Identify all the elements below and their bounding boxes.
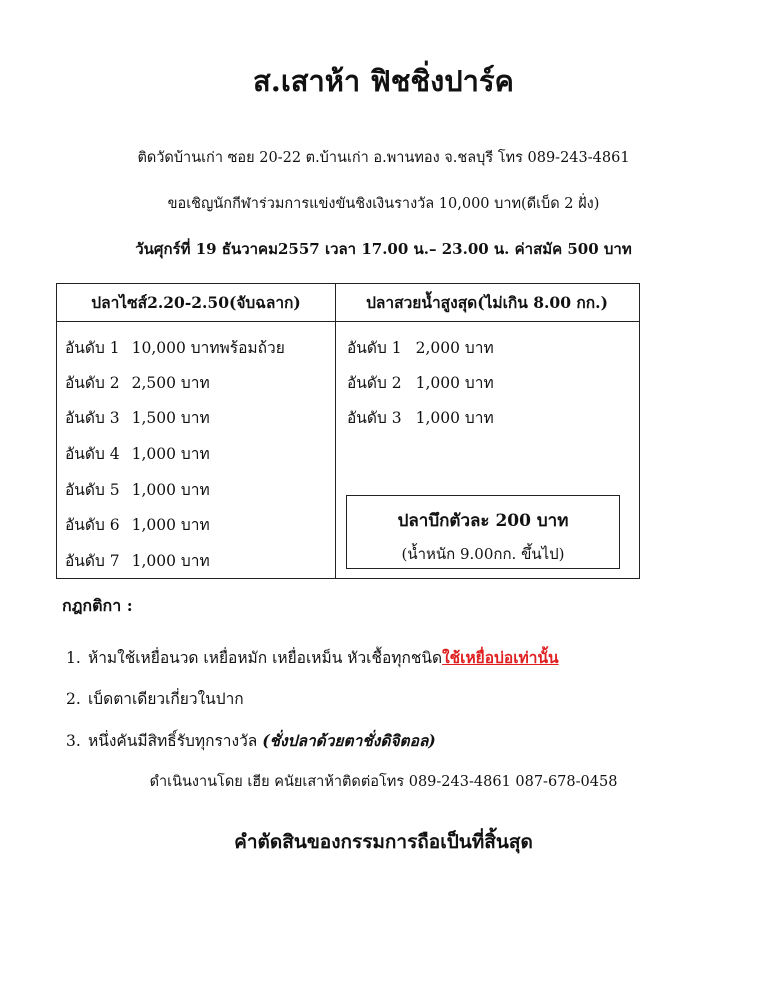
rule-item: 3. หนึ่งคันมีสิทธิ์รับทุกรางวัล (ชั่งปลาด้วยตาชั่งดิจิตอล) [66,731,436,750]
rule-item: 2. เบ็ดตาเดียวเกี่ยวในปาก [66,690,244,708]
invite-line: ขอเชิญนักกีฬาร่วมการแข่งขันชิงเงินรางวัล 10,000 บาท(ดีเบ็ด 2 ฝั่ง) [167,196,600,212]
beauty-rank-row: อันดับ 2 1,000 บาท [347,374,494,392]
size-rank-row: อันดับ 4 1,000 บาท [65,445,210,463]
size-prize-header: ปลาไซส์2.20-2.50(จับฉลาก) [91,293,301,312]
beauty-rank-row: อันดับ 3 1,000 บาท [347,409,494,427]
bonus-prize-box [346,495,620,569]
prize-table [56,283,640,579]
size-rank-row: อันดับ 5 1,000 บาท [65,481,210,499]
rule-highlight: ใช้เหยื่อบ่อเท่านั้น [442,648,559,667]
size-rank-row: อันดับ 3 1,500 บาท [65,409,210,427]
size-rank-row: อันดับ 1 10,000 บาทพร้อมถ้วย [65,339,285,357]
table-divider-horizontal [57,321,639,322]
beauty-rank-row: อันดับ 1 2,000 บาท [347,339,494,357]
size-rank-row: อันดับ 6 1,000 บาท [65,516,210,534]
schedule-line: วันศุกร์ที่ 19 ธันวาคม2557 เวลา 17.00 น.– 23.00 น. ค่าสมัค 500 บาท [135,240,632,258]
rule-item: 1. ห้ามใช้เหยื่อนวด เหยื่อหมัก เหยื่อเหม็น หัวเชื้อทุกชนิดใช้เหยื่อบ่อเท่านั้น [66,648,559,667]
rules-heading: กฎกติกา : [62,596,133,615]
table-divider-vertical [335,284,336,578]
contact-line: ดำเนินงานโดย เฮีย คนัยเสาห้าติดต่อโทร 089-243-4861 087-678-0458 [149,774,618,790]
final-statement: คำตัดสินของกรรมการถือเป็นที่สิ้นสุด [234,831,533,853]
beauty-prize-header: ปลาสวยน้ำสูงสุด(ไม่เกิน 8.00 กก.) [366,293,608,312]
size-rank-row: อันดับ 7 1,000 บาท [65,552,210,570]
address-line: ติดวัดบ้านเก่า ซอย 20-22 ต.บ้านเก่า อ.พานทอง จ.ชลบุรี โทร 089-243-4861 [137,150,630,166]
size-rank-row: อันดับ 2 2,500 บาท [65,374,210,392]
rule-emphasis: (ชั่งปลาด้วยตาชั่งดิจิตอล) [262,731,436,750]
bonus-prize-title: ปลาบึกตัวละ 200 บาท [397,511,569,531]
bonus-prize-condition: (น้ำหนัก 9.00กก. ขึ้นไป) [401,545,565,563]
page-title: ส.เสาห้า ฟิชชิ่งปาร์ค [253,64,514,98]
